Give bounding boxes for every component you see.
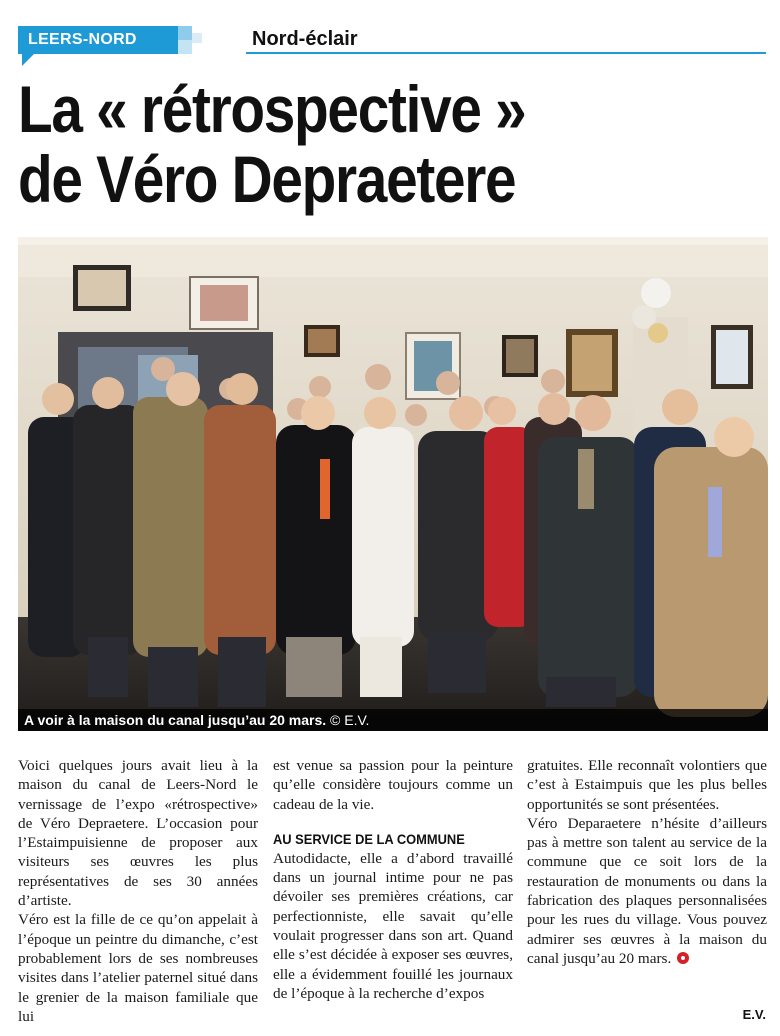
article-subheading: AU SERVICE DE LA COMMUNE (273, 830, 465, 847)
photo-credit: © E.V. (330, 712, 370, 728)
end-of-article-icon (677, 952, 689, 964)
paragraph: Véro est la fille de ce qu’on appelait à l’époque un peintre du dimanche, c’est probablement lors de ses nombreuses visites dans l’atelier paternel situé dans le grenier de la maison familiale que lui (18, 911, 258, 1025)
rubric-square-decoration (178, 40, 192, 54)
photo-caption-text: A voir à la maison du canal jusqu’au 20 mars. (24, 712, 327, 728)
header-rule (246, 52, 766, 54)
section-rubric: LEERS-NORD (18, 26, 178, 54)
author-signature: E.V. (742, 1007, 766, 1022)
article-column-3 (527, 756, 767, 968)
group-photo-illustration (18, 237, 768, 731)
rubric-square-decoration (192, 33, 202, 43)
paragraph (527, 814, 767, 968)
rubric-square-decoration (178, 26, 192, 40)
headline-line-1: La « rétrospective » (18, 72, 526, 146)
paragraph: est venue sa passion pour la peinture qu’elle considère toujours comme un cadeau de la vie. (273, 757, 513, 813)
rubric-tail-decoration (22, 54, 34, 66)
photo-caption (18, 709, 768, 731)
headline-line-2: de Véro Depraetere (18, 142, 516, 216)
group-photo (18, 237, 768, 731)
newspaper-name: Nord-éclair (252, 28, 358, 50)
paragraph: gratuites. Elle reconnaît volontiers que c’est à Estaimpuis que les plus belles opportunités se sont présentées. (527, 757, 767, 813)
paragraph: Voici quelques jours avait lieu à la maison du canal de Leers-Nord le vernissage de l’expo «rétrospective» de Véro Depraetere. L’occasion pour l’Estaimpuisienne de proposer aux visiteurs ses œuvres les plus représentatives de ses 30 années d’artiste. (18, 757, 258, 910)
article-column-2 (273, 756, 513, 1003)
article-headline (18, 74, 654, 214)
paragraph: Autodidacte, elle a d’abord travaillé dans un journal intime pour ne pas dévoiler ses premières créations, car perfectionniste, elle savait qu’elle voulait progresser dans son art. Quand elle s’est décidée à exposer ses œuvres, elle a évidemment fouillé les journaux de l’époque à la recherche d’expos (273, 849, 513, 1002)
paragraph-text: Véro Deparaetere n’hésite d’ailleurs pas à mettre son talent au service de la commune que ce soit lors de la restauration de monuments ou dans la fabrication des plaques personnalisées pour les rues du village. Vous pouvez admirer ses œuvres à la maison du canal jusqu’au 20 mars. (527, 814, 767, 967)
article-column-1 (18, 756, 258, 1026)
